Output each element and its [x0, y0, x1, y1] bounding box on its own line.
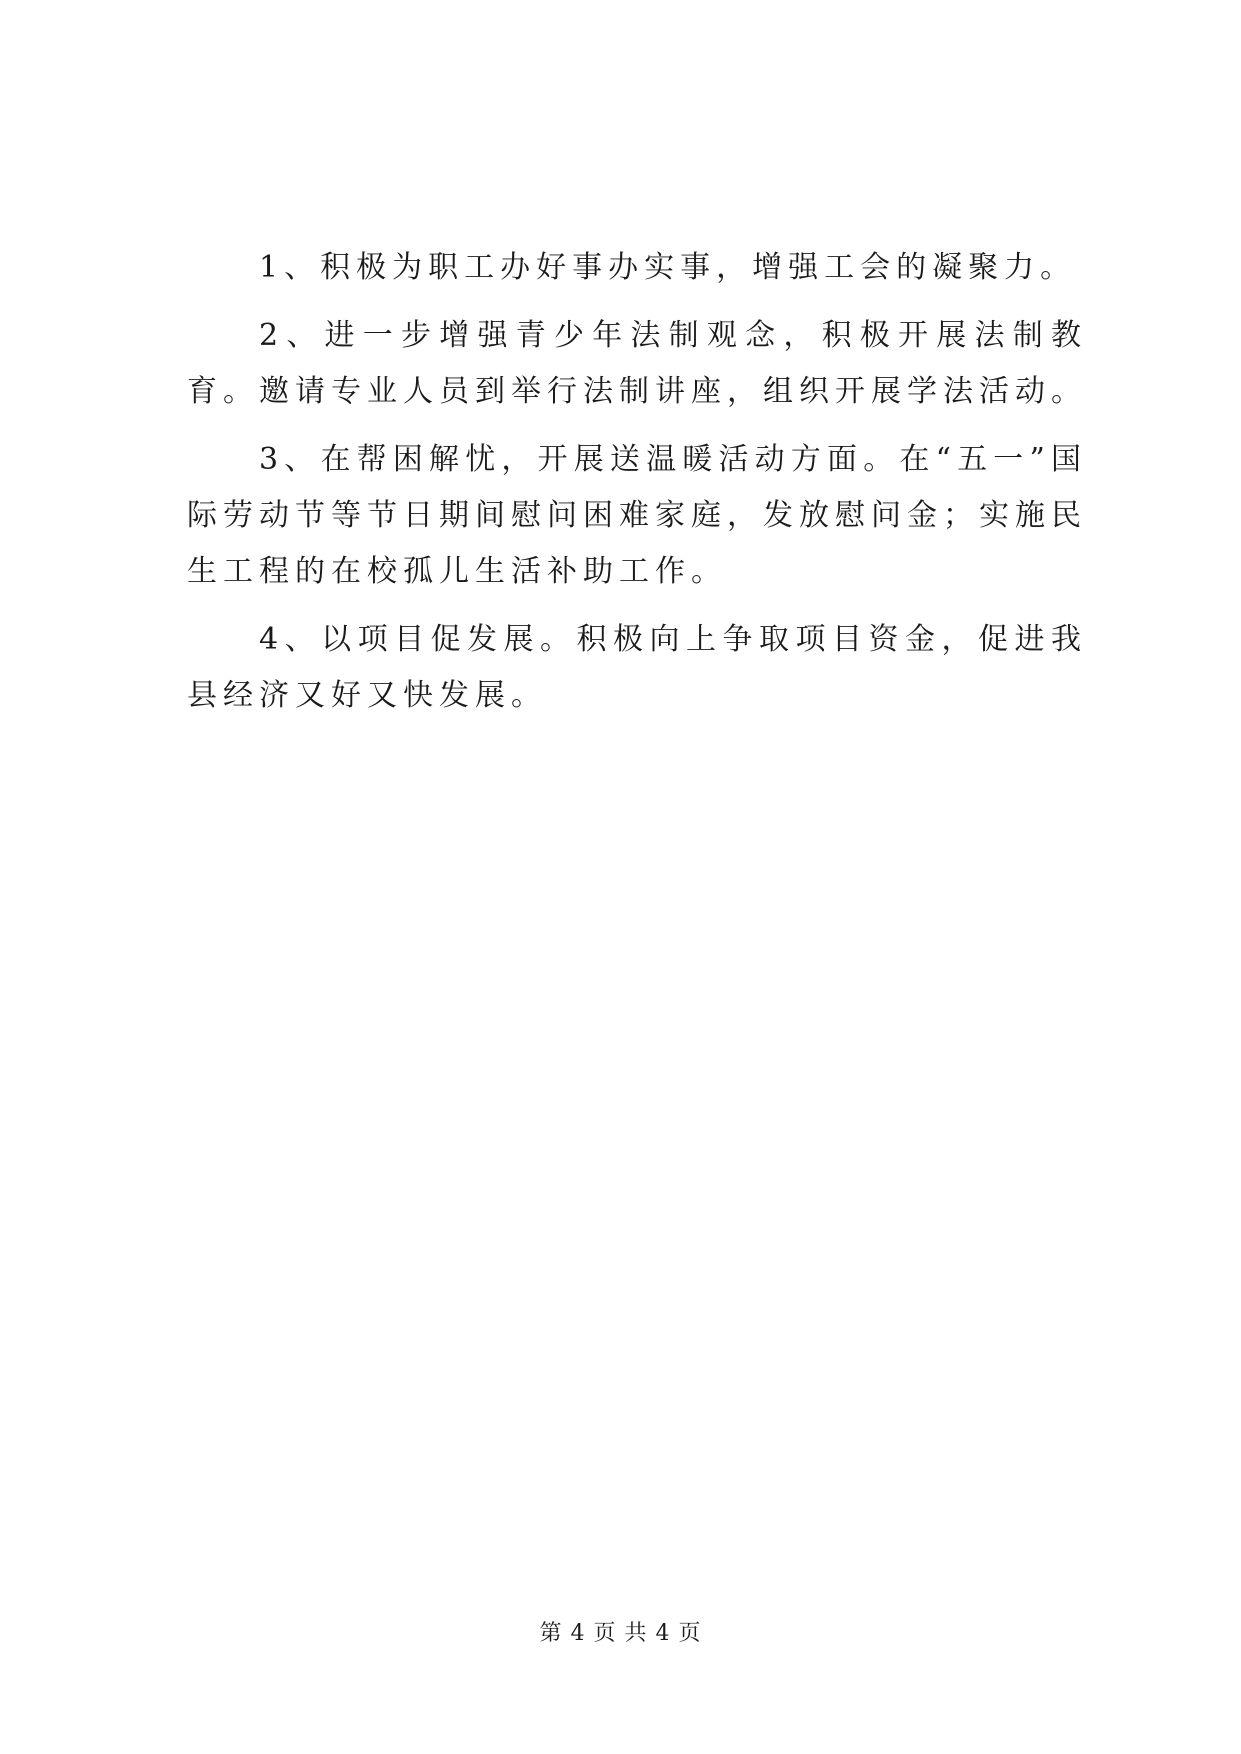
paragraph-1: 1、积极为职工办好事办实事，增强工会的凝聚力。 [259, 250, 1077, 285]
document-body [187, 240, 1087, 736]
paragraph-4: 4、以项目促发展。积极向上争取项目资金，促进我县经济又好又快发展。 [187, 622, 1087, 713]
page-footer: 第 4 页 共 4 页 [539, 1621, 702, 1646]
paragraph-3: 3、在帮困解忧，开展送温暖活动方面。在“五一”国际劳动节等节日期间慰问困难家庭，发放慰问金；实施民生工程的在校孤儿生活补助工作。 [187, 442, 1087, 589]
paragraph-2: 2、进一步增强青少年法制观念，积极开展法制教育。邀请专业人员到举行法制讲座，组织开展学法活动。 [187, 318, 1087, 409]
